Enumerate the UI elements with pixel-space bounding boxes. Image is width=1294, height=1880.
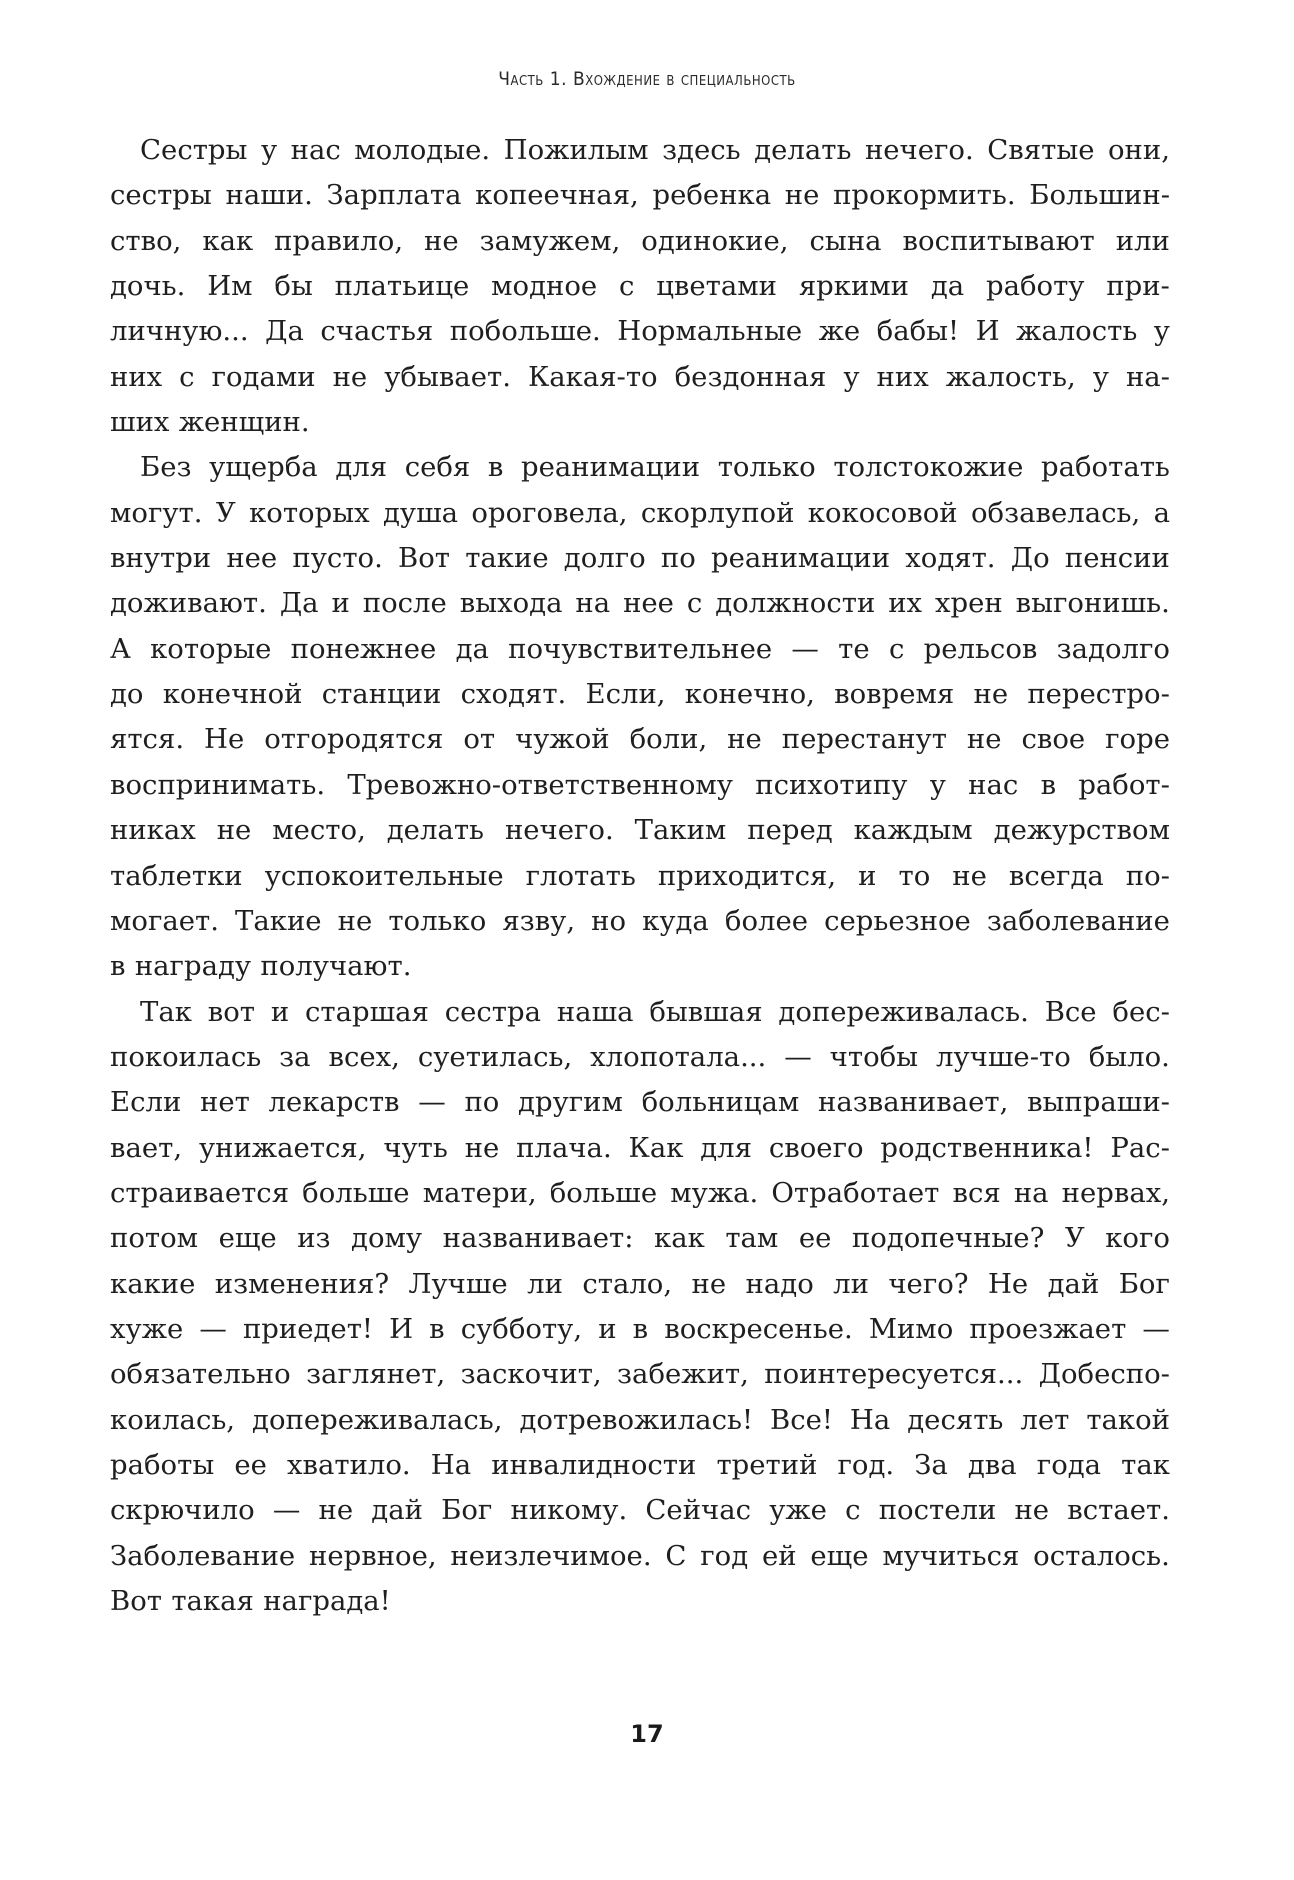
text-line: хуже — приедет! И в субботу, и в воскресенье. Мимо проезжает — [110, 1312, 1170, 1345]
text-line: покоилась за всех, суетилась, хлопотала... — чтобы лучше-то было. [110, 1040, 1170, 1073]
text-line: Без ущерба для себя в реанимации только толстокожие работать [140, 451, 1170, 484]
text-line: ство, как правило, не замужем, одинокие, сына воспитывают или [110, 224, 1170, 257]
text-line: воспринимать. Тревожно-ответственному психотипу у нас в работ- [110, 768, 1170, 801]
paragraph [110, 445, 1170, 989]
text-line: могут. У которых душа ороговела, скорлупой кокосовой обзавелась, а [110, 496, 1170, 529]
text-line: Если нет лекарств — по другим больницам названивает, выпраши- [110, 1086, 1170, 1119]
paragraph [110, 990, 1170, 1625]
text-line: личную... Да счастья побольше. Нормальные же бабы! И жалость у [110, 315, 1170, 348]
text-line: потом еще из дому названивает: как там ее подопечные? У кого [110, 1222, 1170, 1255]
text-line: вает, унижается, чуть не плача. Как для своего родственника! Рас- [110, 1131, 1170, 1164]
text-line: доживают. Да и после выхода на нее с должности их хрен выгонишь. [110, 587, 1170, 620]
page-number: 17 [630, 1720, 664, 1748]
text-line: в награду получают. [110, 950, 412, 983]
text-line: скрючило — не дай Бог никому. Сейчас уже с постели не встает. [110, 1494, 1170, 1527]
paragraph [110, 128, 1170, 445]
text-line: ших женщин. [110, 406, 310, 439]
text-line: сестры наши. Зарплата копеечная, ребенка не прокормить. Большин- [110, 179, 1170, 212]
text-line: Заболевание нервное, неизлечимое. С год ей еще мучиться осталось. [110, 1539, 1170, 1572]
text-line: них с годами не убывает. Какая-то бездонная у них жалость, у на- [110, 360, 1170, 393]
text-line: внутри нее пусто. Вот такие долго по реанимации ходят. До пенсии [110, 542, 1170, 575]
text-line: коилась, допереживалась, дотревожилась! Все! На десять лет такой [110, 1403, 1170, 1436]
body-text [110, 128, 1170, 1624]
text-line: до конечной станции сходят. Если, конечно, вовремя не перестро- [110, 678, 1170, 711]
text-line: Так вот и старшая сестра наша бывшая допереживалась. Все бес- [140, 995, 1170, 1028]
text-line: дочь. Им бы платьице модное с цветами яркими да работу при- [110, 270, 1170, 303]
text-line: таблетки успокоительные глотать приходится, и то не всегда по- [110, 859, 1170, 892]
text-line: какие изменения? Лучше ли стало, не надо ли чего? Не дай Бог [110, 1267, 1170, 1300]
text-line: страивается больше матери, больше мужа. Отработает вся на нервах, [110, 1176, 1170, 1209]
running-header: Часть 1. Вхождение в специальность [498, 68, 796, 90]
text-line: Сестры у нас молодые. Пожилым здесь делать нечего. Святые они, [140, 134, 1170, 166]
text-line: могает. Такие не только язву, но куда более серьезное заболевание [110, 904, 1170, 937]
text-line: обязательно заглянет, заскочит, забежит, поинтересуется... Добеспо- [110, 1358, 1170, 1391]
text-line: работы ее хватило. На инвалидности третий год. За два года так [110, 1448, 1170, 1481]
text-line: никах не место, делать нечего. Таким перед каждым дежурством [110, 814, 1170, 847]
text-line: ятся. Не отгородятся от чужой боли, не перестанут не свое горе [110, 723, 1170, 756]
text-line: Вот такая награда! [110, 1585, 391, 1617]
text-line: А которые понежнее да почувствительнее — те с рельсов задолго [110, 632, 1170, 665]
